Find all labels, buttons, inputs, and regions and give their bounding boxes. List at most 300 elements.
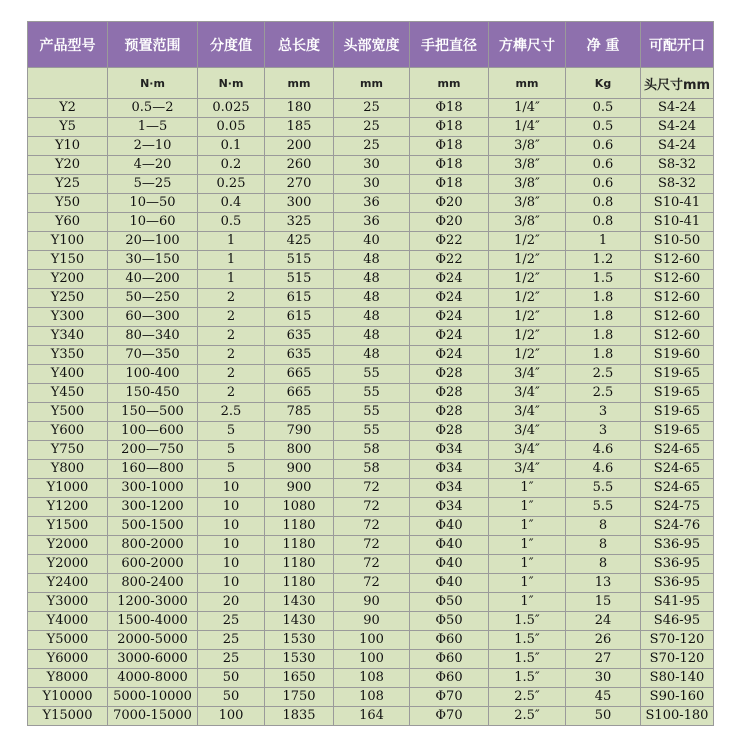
cell-model: Y3000 [28,593,108,612]
cell-preset-range: 60—300 [108,308,198,327]
cell-net-weight: 4.6 [566,460,641,479]
cell-square-drive: 1″ [489,574,566,593]
cell-net-weight: 3 [566,422,641,441]
cell-handle-diameter: Φ28 [410,384,489,403]
cell-preset-range: 200—750 [108,441,198,460]
cell-square-drive: 3/8″ [489,213,566,232]
cell-open-end: S24-76 [641,517,714,536]
unit-cell: mm [410,68,489,99]
cell-open-end: S10-41 [641,213,714,232]
unit-cell: N·m [108,68,198,99]
cell-open-end: S19-65 [641,422,714,441]
cell-model: Y2 [28,99,108,118]
cell-square-drive: 3/8″ [489,137,566,156]
cell-square-drive: 1″ [489,517,566,536]
cell-open-end: S46-95 [641,612,714,631]
cell-model: Y5000 [28,631,108,650]
cell-net-weight: 1.8 [566,289,641,308]
cell-square-drive: 1.5″ [489,612,566,631]
table-row [28,422,714,441]
table-row [28,289,714,308]
cell-total-length: 1180 [265,517,334,536]
cell-net-weight: 0.8 [566,194,641,213]
cell-head-width: 48 [334,327,410,346]
cell-total-length: 1430 [265,612,334,631]
cell-head-width: 48 [334,289,410,308]
table-row [28,270,714,289]
cell-total-length: 1080 [265,498,334,517]
cell-head-width: 40 [334,232,410,251]
cell-handle-diameter: Φ40 [410,574,489,593]
table-row [28,232,714,251]
cell-open-end: S24-75 [641,498,714,517]
cell-scale-value: 2 [198,327,265,346]
cell-handle-diameter: Φ24 [410,289,489,308]
cell-scale-value: 0.2 [198,156,265,175]
cell-head-width: 55 [334,384,410,403]
cell-net-weight: 8 [566,536,641,555]
cell-scale-value: 0.025 [198,99,265,118]
table-row [28,593,714,612]
cell-handle-diameter: Φ24 [410,346,489,365]
torque-wrench-spec-table [27,21,714,726]
cell-square-drive: 3/4″ [489,365,566,384]
cell-head-width: 25 [334,118,410,137]
cell-square-drive: 3/4″ [489,441,566,460]
cell-scale-value: 2 [198,346,265,365]
cell-net-weight: 0.6 [566,175,641,194]
header-net-weight: 净 重 [566,22,641,68]
cell-open-end: S19-65 [641,403,714,422]
cell-head-width: 48 [334,251,410,270]
cell-preset-range: 100—600 [108,422,198,441]
cell-model: Y100 [28,232,108,251]
cell-scale-value: 25 [198,631,265,650]
cell-open-end: S4-24 [641,99,714,118]
cell-net-weight: 15 [566,593,641,612]
cell-model: Y200 [28,270,108,289]
cell-square-drive: 3/4″ [489,384,566,403]
cell-square-drive: 3/4″ [489,403,566,422]
table-row [28,650,714,669]
cell-preset-range: 600-2000 [108,555,198,574]
cell-total-length: 615 [265,308,334,327]
cell-scale-value: 5 [198,441,265,460]
cell-scale-value: 5 [198,422,265,441]
cell-handle-diameter: Φ22 [410,251,489,270]
cell-head-width: 108 [334,669,410,688]
cell-open-end: S90-160 [641,688,714,707]
table-row [28,555,714,574]
cell-model: Y10 [28,137,108,156]
cell-preset-range: 160—800 [108,460,198,479]
cell-scale-value: 50 [198,688,265,707]
cell-preset-range: 20—100 [108,232,198,251]
cell-preset-range: 10—60 [108,213,198,232]
cell-handle-diameter: Φ18 [410,99,489,118]
cell-head-width: 90 [334,612,410,631]
cell-total-length: 180 [265,99,334,118]
cell-model: Y4000 [28,612,108,631]
cell-handle-diameter: Φ28 [410,422,489,441]
header-preset-range: 预置范围 [108,22,198,68]
cell-handle-diameter: Φ28 [410,403,489,422]
cell-preset-range: 7000-15000 [108,707,198,726]
cell-square-drive: 1/2″ [489,289,566,308]
cell-open-end: S70-120 [641,631,714,650]
cell-preset-range: 150—500 [108,403,198,422]
cell-head-width: 36 [334,194,410,213]
cell-head-width: 58 [334,460,410,479]
table-row [28,99,714,118]
cell-total-length: 1835 [265,707,334,726]
cell-model: Y300 [28,308,108,327]
cell-square-drive: 1.5″ [489,631,566,650]
cell-open-end: S80-140 [641,669,714,688]
cell-square-drive: 1/2″ [489,327,566,346]
cell-model: Y50 [28,194,108,213]
cell-handle-diameter: Φ20 [410,213,489,232]
cell-open-end: S12-60 [641,289,714,308]
cell-open-end: S36-95 [641,536,714,555]
cell-total-length: 300 [265,194,334,213]
header-total-length: 总长度 [265,22,334,68]
cell-scale-value: 10 [198,498,265,517]
cell-head-width: 55 [334,422,410,441]
cell-head-width: 25 [334,99,410,118]
cell-handle-diameter: Φ60 [410,631,489,650]
cell-open-end: S12-60 [641,251,714,270]
cell-model: Y20 [28,156,108,175]
cell-handle-diameter: Φ40 [410,517,489,536]
cell-square-drive: 3/8″ [489,194,566,213]
cell-model: Y2400 [28,574,108,593]
cell-preset-range: 30—150 [108,251,198,270]
table-row [28,156,714,175]
cell-scale-value: 50 [198,669,265,688]
cell-square-drive: 1″ [489,593,566,612]
cell-model: Y2000 [28,536,108,555]
cell-model: Y60 [28,213,108,232]
cell-model: Y2000 [28,555,108,574]
cell-head-width: 164 [334,707,410,726]
cell-handle-diameter: Φ18 [410,156,489,175]
cell-net-weight: 3 [566,403,641,422]
cell-square-drive: 3/8″ [489,156,566,175]
cell-total-length: 1430 [265,593,334,612]
cell-net-weight: 1.5 [566,270,641,289]
cell-square-drive: 1.5″ [489,650,566,669]
cell-preset-range: 1—5 [108,118,198,137]
cell-handle-diameter: Φ18 [410,118,489,137]
table-body [28,99,714,726]
cell-open-end: S70-120 [641,650,714,669]
cell-open-end: S10-50 [641,232,714,251]
cell-head-width: 30 [334,175,410,194]
cell-scale-value: 1 [198,232,265,251]
table-row [28,365,714,384]
cell-model: Y350 [28,346,108,365]
cell-total-length: 260 [265,156,334,175]
cell-model: Y340 [28,327,108,346]
cell-open-end: S10-41 [641,194,714,213]
cell-open-end: S12-60 [641,327,714,346]
table-row [28,536,714,555]
table-row [28,517,714,536]
cell-model: Y5 [28,118,108,137]
cell-total-length: 325 [265,213,334,232]
cell-head-width: 72 [334,498,410,517]
table-row [28,498,714,517]
cell-scale-value: 5 [198,460,265,479]
cell-handle-diameter: Φ70 [410,688,489,707]
unit-cell [28,68,108,99]
cell-preset-range: 2000-5000 [108,631,198,650]
cell-head-width: 90 [334,593,410,612]
cell-square-drive: 3/4″ [489,460,566,479]
cell-scale-value: 2 [198,308,265,327]
cell-total-length: 1180 [265,536,334,555]
cell-open-end: S24-65 [641,460,714,479]
header-model: 产品型号 [28,22,108,68]
cell-handle-diameter: Φ18 [410,175,489,194]
cell-square-drive: 1″ [489,498,566,517]
cell-net-weight: 0.6 [566,156,641,175]
cell-model: Y750 [28,441,108,460]
cell-net-weight: 27 [566,650,641,669]
cell-head-width: 48 [334,308,410,327]
table-row [28,403,714,422]
cell-total-length: 1180 [265,555,334,574]
unit-cell: mm [489,68,566,99]
cell-scale-value: 1 [198,251,265,270]
cell-square-drive: 1/4″ [489,118,566,137]
cell-handle-diameter: Φ20 [410,194,489,213]
cell-preset-range: 1200-3000 [108,593,198,612]
cell-square-drive: 1″ [489,536,566,555]
cell-model: Y6000 [28,650,108,669]
table-row [28,308,714,327]
cell-handle-diameter: Φ22 [410,232,489,251]
cell-total-length: 790 [265,422,334,441]
table-row [28,688,714,707]
cell-total-length: 785 [265,403,334,422]
cell-head-width: 72 [334,536,410,555]
cell-open-end: S100-180 [641,707,714,726]
cell-handle-diameter: Φ60 [410,650,489,669]
header-row [28,22,714,68]
cell-net-weight: 8 [566,555,641,574]
cell-model: Y600 [28,422,108,441]
table-row [28,213,714,232]
cell-net-weight: 2.5 [566,384,641,403]
cell-scale-value: 25 [198,612,265,631]
cell-open-end: S24-65 [641,441,714,460]
cell-net-weight: 0.5 [566,118,641,137]
table-row [28,612,714,631]
cell-total-length: 1530 [265,650,334,669]
cell-square-drive: 1″ [489,479,566,498]
cell-total-length: 665 [265,365,334,384]
cell-model: Y10000 [28,688,108,707]
cell-scale-value: 10 [198,517,265,536]
cell-scale-value: 25 [198,650,265,669]
cell-scale-value: 2 [198,365,265,384]
cell-open-end: S12-60 [641,308,714,327]
cell-model: Y450 [28,384,108,403]
cell-model: Y400 [28,365,108,384]
cell-square-drive: 1/4″ [489,99,566,118]
cell-open-end: S19-60 [641,346,714,365]
cell-total-length: 900 [265,460,334,479]
cell-handle-diameter: Φ40 [410,555,489,574]
cell-total-length: 1650 [265,669,334,688]
cell-preset-range: 5—25 [108,175,198,194]
cell-preset-range: 300-1000 [108,479,198,498]
cell-scale-value: 20 [198,593,265,612]
cell-handle-diameter: Φ50 [410,612,489,631]
cell-preset-range: 4—20 [108,156,198,175]
cell-net-weight: 1.2 [566,251,641,270]
cell-square-drive: 3/4″ [489,422,566,441]
cell-net-weight: 50 [566,707,641,726]
cell-preset-range: 70—350 [108,346,198,365]
cell-scale-value: 0.05 [198,118,265,137]
cell-preset-range: 80—340 [108,327,198,346]
cell-scale-value: 2 [198,384,265,403]
cell-preset-range: 800-2400 [108,574,198,593]
cell-model: Y15000 [28,707,108,726]
cell-square-drive: 3/8″ [489,175,566,194]
cell-total-length: 615 [265,289,334,308]
unit-cell: Kg [566,68,641,99]
cell-square-drive: 1″ [489,555,566,574]
cell-head-width: 58 [334,441,410,460]
cell-net-weight: 1.8 [566,308,641,327]
cell-model: Y250 [28,289,108,308]
cell-open-end: S4-24 [641,118,714,137]
cell-open-end: S36-95 [641,555,714,574]
cell-net-weight: 13 [566,574,641,593]
cell-square-drive: 1/2″ [489,346,566,365]
table-row [28,441,714,460]
cell-net-weight: 4.6 [566,441,641,460]
cell-head-width: 72 [334,555,410,574]
cell-head-width: 72 [334,517,410,536]
cell-scale-value: 100 [198,707,265,726]
header-scale-value: 分度值 [198,22,265,68]
cell-handle-diameter: Φ24 [410,270,489,289]
cell-head-width: 108 [334,688,410,707]
cell-head-width: 100 [334,650,410,669]
table-row [28,460,714,479]
cell-open-end: S8-32 [641,175,714,194]
cell-total-length: 1180 [265,574,334,593]
cell-net-weight: 45 [566,688,641,707]
cell-square-drive: 2.5″ [489,707,566,726]
cell-head-width: 100 [334,631,410,650]
cell-preset-range: 500-1500 [108,517,198,536]
header-handle-diameter: 手把直径 [410,22,489,68]
cell-scale-value: 10 [198,536,265,555]
cell-net-weight: 24 [566,612,641,631]
cell-net-weight: 5.5 [566,479,641,498]
cell-scale-value: 10 [198,555,265,574]
cell-preset-range: 5000-10000 [108,688,198,707]
cell-model: Y1500 [28,517,108,536]
cell-square-drive: 2.5″ [489,688,566,707]
table-row [28,574,714,593]
cell-preset-range: 2—10 [108,137,198,156]
cell-handle-diameter: Φ18 [410,137,489,156]
cell-preset-range: 4000-8000 [108,669,198,688]
cell-head-width: 48 [334,270,410,289]
cell-square-drive: 1/2″ [489,270,566,289]
cell-open-end: S36-95 [641,574,714,593]
cell-total-length: 1530 [265,631,334,650]
cell-total-length: 800 [265,441,334,460]
cell-open-end: S12-60 [641,270,714,289]
cell-scale-value: 2.5 [198,403,265,422]
cell-open-end: S24-65 [641,479,714,498]
cell-scale-value: 0.25 [198,175,265,194]
cell-handle-diameter: Φ34 [410,460,489,479]
cell-handle-diameter: Φ70 [410,707,489,726]
cell-model: Y500 [28,403,108,422]
cell-open-end: S19-65 [641,384,714,403]
cell-square-drive: 1.5″ [489,669,566,688]
cell-preset-range: 40—200 [108,270,198,289]
cell-model: Y8000 [28,669,108,688]
table-row [28,384,714,403]
cell-total-length: 635 [265,346,334,365]
cell-preset-range: 300-1200 [108,498,198,517]
cell-open-end: S19-65 [641,365,714,384]
cell-model: Y150 [28,251,108,270]
spec-table-container [27,21,714,726]
cell-scale-value: 0.1 [198,137,265,156]
table-row [28,631,714,650]
cell-scale-value: 10 [198,574,265,593]
cell-net-weight: 1.8 [566,327,641,346]
cell-head-width: 25 [334,137,410,156]
cell-net-weight: 1 [566,232,641,251]
unit-cell: N·m [198,68,265,99]
cell-preset-range: 10—50 [108,194,198,213]
cell-total-length: 1750 [265,688,334,707]
cell-handle-diameter: Φ24 [410,327,489,346]
table-row [28,137,714,156]
table-row [28,327,714,346]
cell-head-width: 55 [334,365,410,384]
cell-scale-value: 1 [198,270,265,289]
header-head-width: 头部宽度 [334,22,410,68]
cell-total-length: 200 [265,137,334,156]
header-square-drive: 方榫尺寸 [489,22,566,68]
cell-preset-range: 150-450 [108,384,198,403]
cell-preset-range: 3000-6000 [108,650,198,669]
table-row [28,251,714,270]
cell-scale-value: 0.4 [198,194,265,213]
cell-head-width: 55 [334,403,410,422]
units-row [28,68,714,99]
cell-handle-diameter: Φ60 [410,669,489,688]
cell-head-width: 30 [334,156,410,175]
cell-net-weight: 26 [566,631,641,650]
cell-total-length: 270 [265,175,334,194]
cell-preset-range: 800-2000 [108,536,198,555]
cell-square-drive: 1/2″ [489,251,566,270]
